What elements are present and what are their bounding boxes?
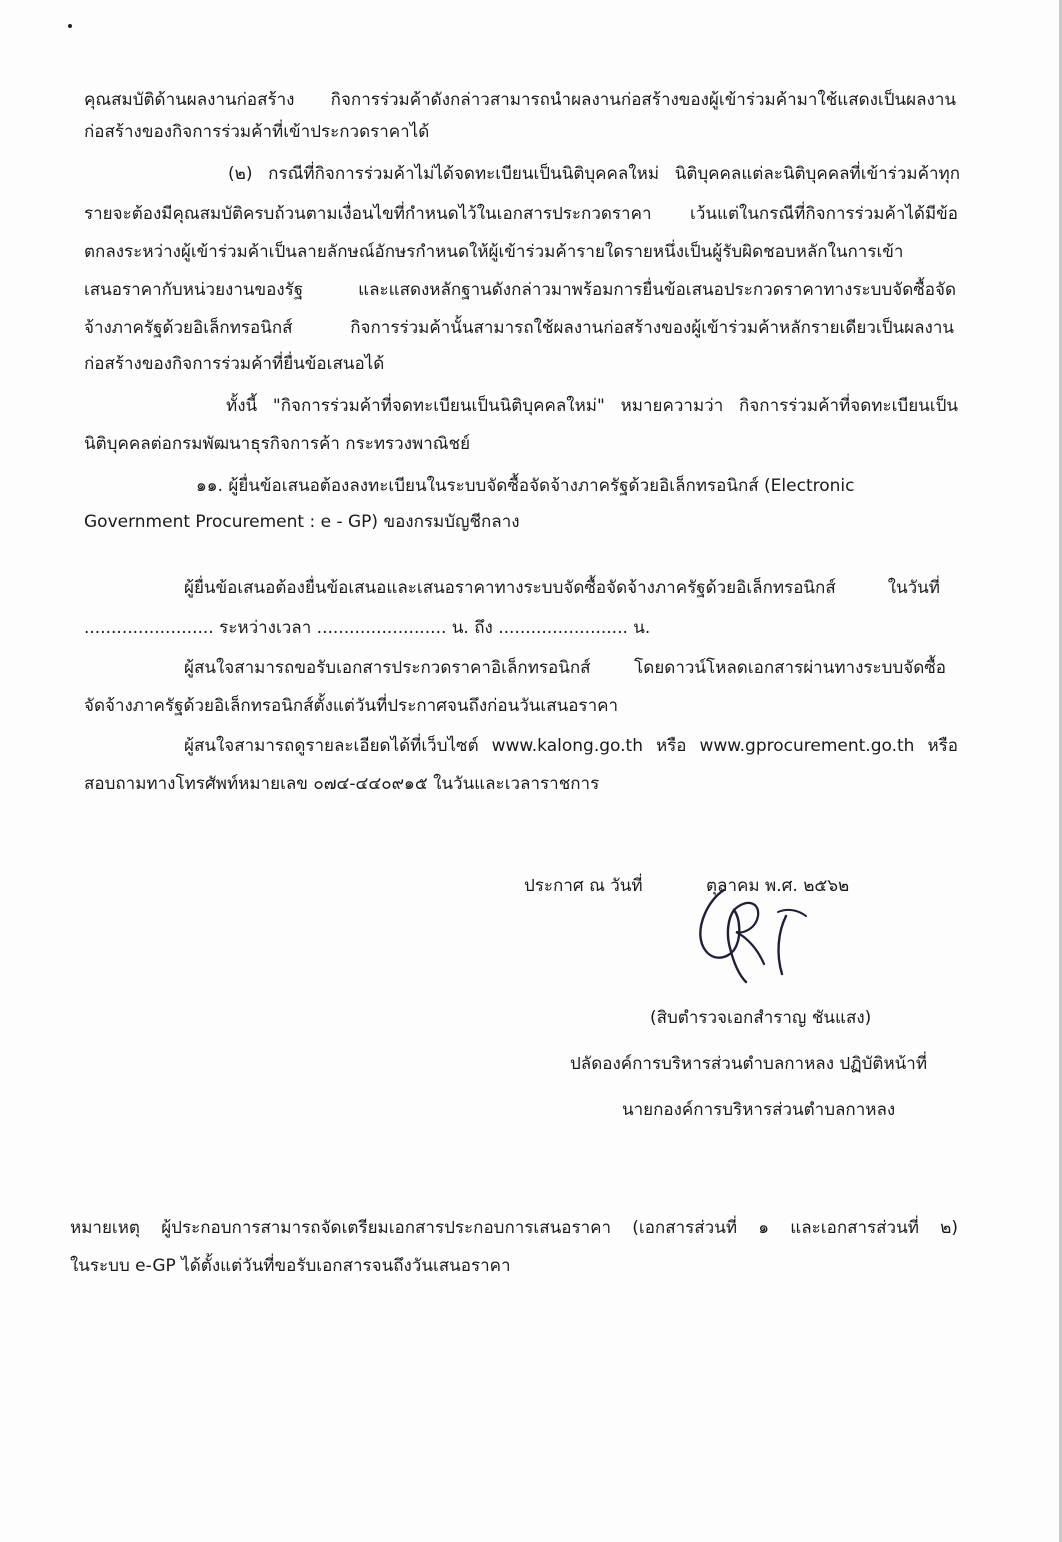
signatory-name: (สิบตำรวจเอกสำราญ ชันแสง) (650, 1008, 872, 1028)
body-line-16: จัดจ้างภาครัฐด้วยอิเล็กทรอนิกส์ตั้งแต่วันที่ประกาศจนถึงก่อนวันเสนอราคา (84, 696, 619, 716)
body-line-8: ก่อสร้างของกิจการร่วมค้าที่ยื่นข้อเสนอได้ (84, 354, 385, 374)
body-line-11: ๑๑. ผู้ยื่นข้อเสนอต้องลงทะเบียนในระบบจัดซื้อจัดจ้างภาครัฐด้วยอิเล็กทรอนิกส์ (Electronic (196, 476, 855, 496)
body-line-14: ........................ ระหว่างเวลา ........................ น. ถึง ........................ น. (84, 618, 651, 638)
announcement-date-label: ประกาศ ณ วันที่ (524, 876, 643, 896)
scan-dot (68, 24, 72, 28)
body-line-5: ตกลงระหว่างผู้เข้าร่วมค้าเป็นลายลักษณ์อักษรกำหนดให้ผู้เข้าร่วมค้ารายใดรายหนึ่งเป็นผู้รับผิดชอบหลักในการเข้า (84, 242, 904, 262)
body-line-9: ทั้งนี้ "กิจการร่วมค้าที่จดทะเบียนเป็นนิติบุคคลใหม่" หมายความว่า กิจการร่วมค้าที่จดทะเบียนเป็น (226, 396, 958, 416)
body-line-6: เสนอราคากับหน่วยงานของรัฐ และแสดงหลักฐานดังกล่าวมาพร้อมการยื่นข้อเสนอประกวดราคาทางระบบจัดซื้อจัด (84, 280, 956, 300)
body-line-4: รายจะต้องมีคุณสมบัติครบถ้วนตามเงื่อนไขที่กำหนดไว้ในเอกสารประกวดราคา เว้นแต่ในกรณีที่กิจการร่วมค้าได้มีข้อ (84, 204, 958, 224)
handwritten-signature (690, 878, 830, 992)
body-line-3: (๒) กรณีที่กิจการร่วมค้าไม่ได้จดทะเบียนเป็นนิติบุคคลใหม่ นิติบุคคลแต่ละนิติบุคคลที่เข้าร่วมค้าทุก (228, 164, 960, 184)
announcement-month-year: ตุลาคม พ.ศ. ๒๕๖๒ (706, 876, 850, 896)
body-line-15: ผู้สนใจสามารถขอรับเอกสารประกวดราคาอิเล็กทรอนิกส์ โดยดาวน์โหลดเอกสารผ่านทางระบบจัดซื้อ (184, 658, 946, 678)
body-line-17: ผู้สนใจสามารถดูรายละเอียดได้ที่เว็บไซต์ www.kalong.go.th หรือ www.gprocurement.go.th หรือ (184, 736, 958, 756)
body-line-2: ก่อสร้างของกิจการร่วมค้าที่เข้าประกวดราคาได้ (84, 122, 430, 142)
signatory-position-1: ปลัดองค์การบริหารส่วนตำบลกาหลง ปฏิบัติหน้าที่ (570, 1054, 928, 1074)
note-line-1: หมายเหตุ ผู้ประกอบการสามารถจัดเตรียมเอกสารประกอบการเสนอราคา (เอกสารส่วนที่ ๑ และเอกสารส่วนที่ ๒) (70, 1218, 958, 1238)
body-line-10: นิติบุคคลต่อกรมพัฒนาธุรกิจการค้า กระทรวงพาณิชย์ (84, 434, 471, 454)
body-line-1: คุณสมบัติด้านผลงานก่อสร้าง กิจการร่วมค้าดังกล่าวสามารถนำผลงานก่อสร้างของผู้เข้าร่วมค้ามาใช้แสดงเป็นผลงาน (84, 90, 956, 110)
body-line-12: Government Procurement : e - GP) ของกรมบัญชีกลาง (84, 512, 520, 532)
signature-icon (690, 878, 830, 988)
note-line-2: ในระบบ e-GP ได้ตั้งแต่วันที่ขอรับเอกสารจนถึงวันเสนอราคา (70, 1256, 511, 1276)
body-line-18: สอบถามทางโทรศัพท์หมายเลข ๐๗๔-๔๔๐๙๑๕ ในวันและเวลาราชการ (84, 774, 600, 794)
body-line-7: จ้างภาครัฐด้วยอิเล็กทรอนิกส์ กิจการร่วมค้านั้นสามารถใช้ผลงานก่อสร้างของผู้เข้าร่วมค้าหลักรายเดียวเป็นผลงาน (84, 318, 954, 338)
signatory-position-2: นายกองค์การบริหารส่วนตำบลกาหลง (622, 1100, 896, 1120)
body-line-13: ผู้ยื่นข้อเสนอต้องยื่นข้อเสนอและเสนอราคาทางระบบจัดซื้อจัดจ้างภาครัฐด้วยอิเล็กทรอนิกส์ ในวันที่ (184, 578, 940, 598)
